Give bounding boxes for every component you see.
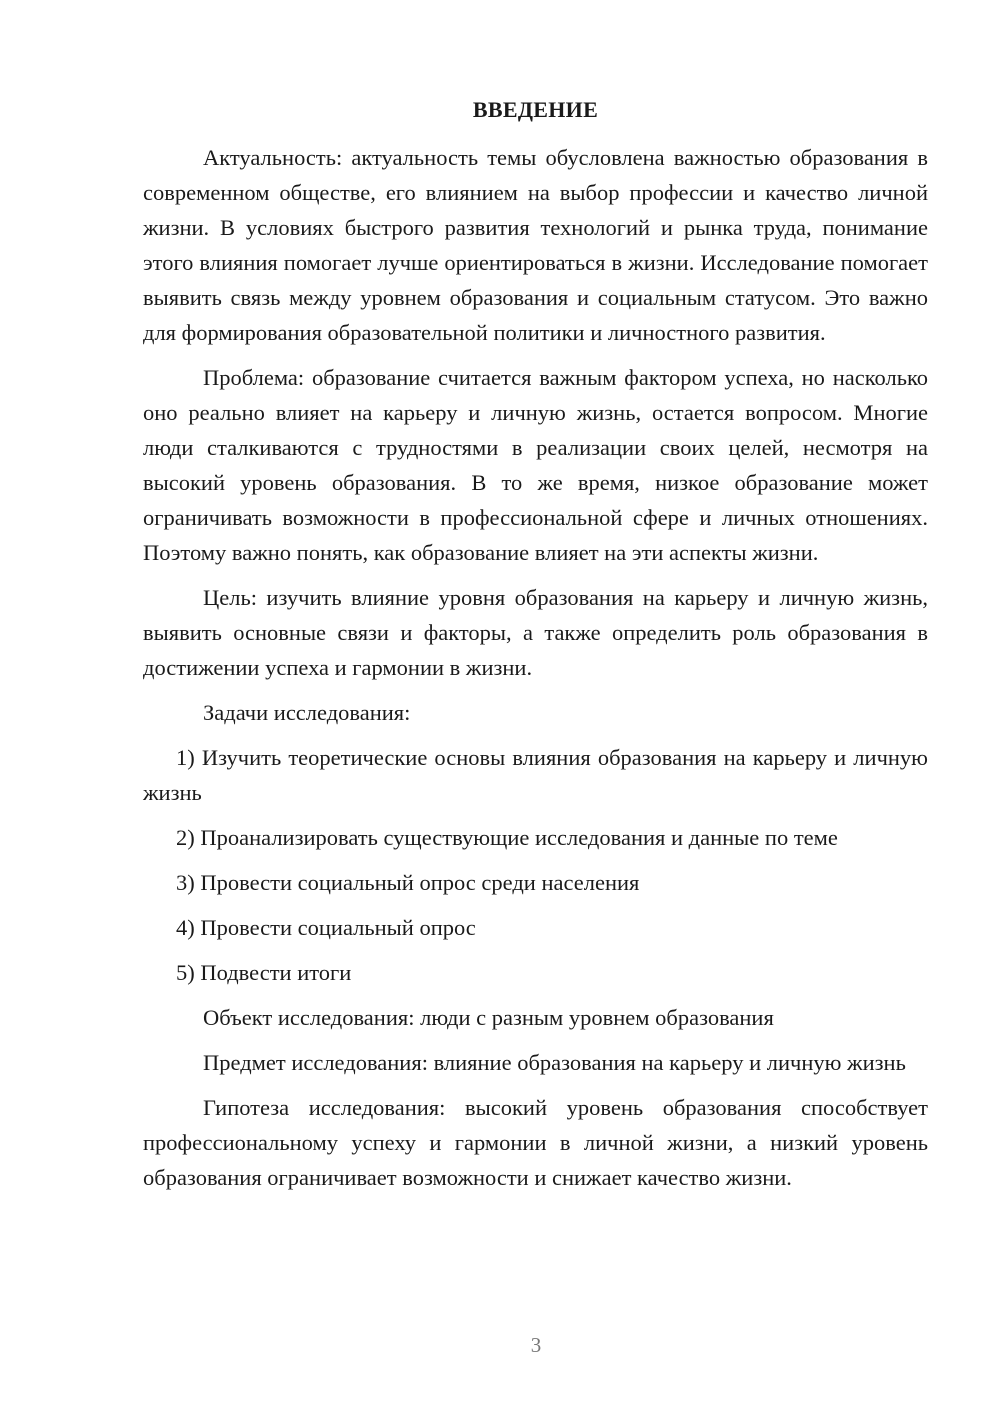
document-page — [143, 95, 928, 1205]
task-item-3: 3) Провести социальный опрос среди населения — [176, 870, 640, 895]
task-item-1: 1) Изучить теоретические основы влияния образования на карьеру и личную жизнь — [143, 745, 928, 805]
section-title: ВВЕДЕНИЕ — [472, 97, 599, 122]
relevance-paragraph: Актуальность: актуальность темы обусловлена важностью образования в современном обществе, его влиянием на выбор профессии и качество личной жизни. В условиях быстрого развития технологий и рынка труда, понимание этого влияния помогает лучше ориентироваться в жизни. Исследование помогает выявить связь между уровнем образования и социальным статусом. Это важно для формирования образовательной политики и личностного развития. — [143, 145, 928, 345]
task-item-5: 5) Подвести итоги — [176, 960, 352, 985]
tasks-heading: Задачи исследования: — [203, 700, 411, 725]
object-paragraph: Объект исследования: люди с разным уровнем образования — [203, 1005, 774, 1030]
task-item-2: 2) Проанализировать существующие исследования и данные по теме — [176, 825, 838, 850]
subject-paragraph: Предмет исследования: влияние образования на карьеру и личную жизнь — [203, 1050, 906, 1075]
hypothesis-paragraph: Гипотеза исследования: высокий уровень образования способствует профессиональному успеху и гармонии в личной жизни, а низкий уровень образования ограничивает возможности и снижает качество жизни. — [143, 1095, 928, 1190]
problem-paragraph: Проблема: образование считается важным фактором успеха, но насколько оно реально влияет на карьеру и личную жизнь, остается вопросом. Многие люди сталкиваются с трудностями в реализации своих целей, несмотря на высокий уровень образования. В то же время, низкое образование может ограничивать возможности в профессиональной сфере и личных отношениях. Поэтому важно понять, как образование влияет на эти аспекты жизни. — [143, 365, 928, 565]
goal-paragraph: Цель: изучить влияние уровня образования на карьеру и личную жизнь, выявить основные связи и факторы, а также определить роль образования в достижении успеха и гармонии в жизни. — [143, 585, 928, 680]
page-number: 3 — [530, 1333, 542, 1357]
task-item-4: 4) Провести социальный опрос — [176, 915, 476, 940]
